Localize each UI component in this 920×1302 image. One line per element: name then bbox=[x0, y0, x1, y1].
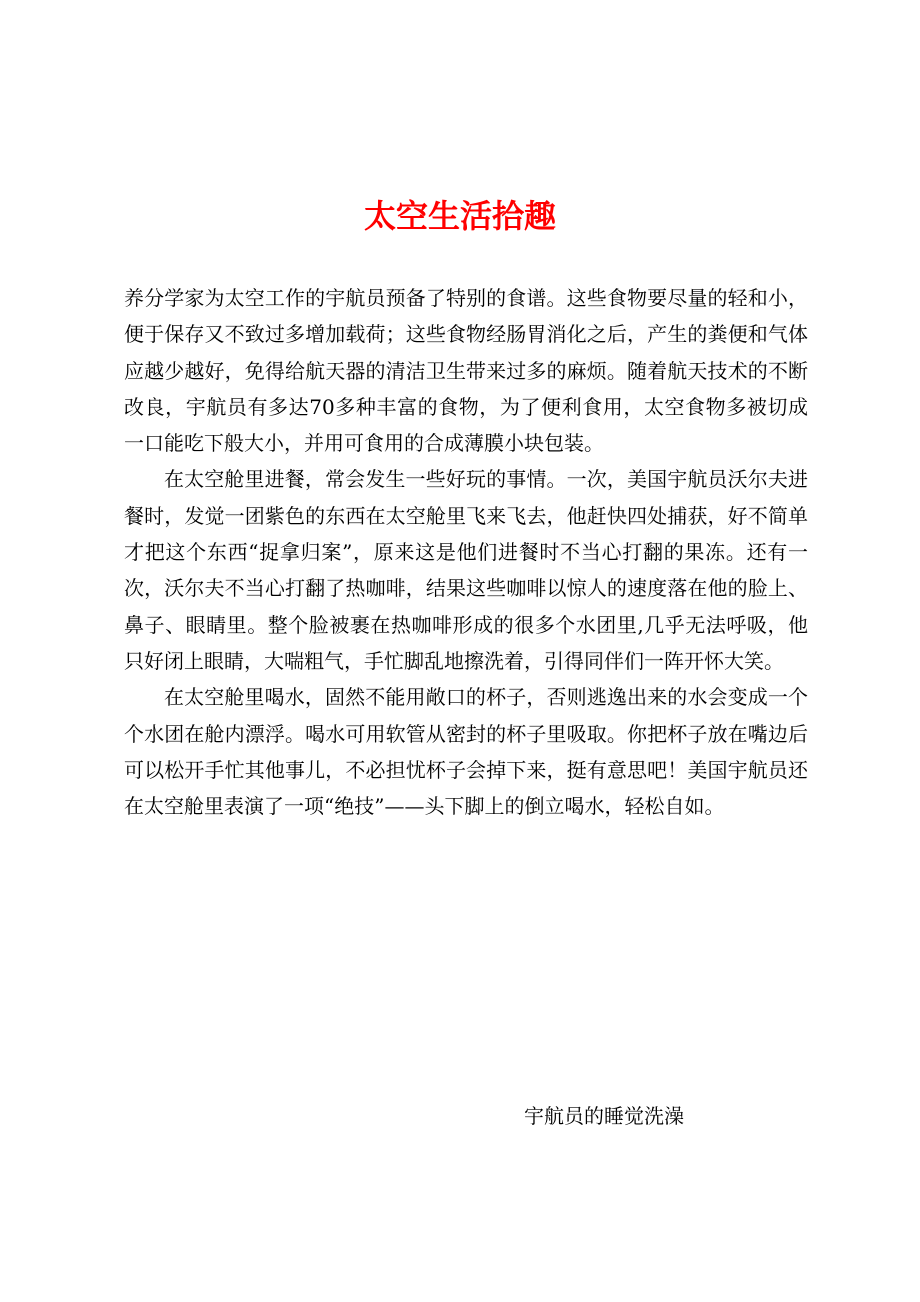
document-title: 太空生活拾趣 bbox=[363, 197, 556, 235]
document-body bbox=[124, 280, 808, 824]
paragraph-food: 养分学家为太空工作的宇航员预备了特别的食谱。这些食物要尽量的轻和小，便于保存又不致过多增加载荷；这些食物经肠胃消化之后，产生的粪便和气体应越少越好，免得给航天器的清洁卫生带来过多的麻烦。随着航天技术的不断改良，宇航员有多达70多种丰富的食物，为了便利食用，太空食物多被切成一口能吃下般大小，并用可食用的合成薄膜小块包装。 bbox=[124, 286, 808, 456]
paragraph-dining: 在太空舱里进餐，常会发生一些好玩的事情。一次，美国宇航员沃尔夫进餐时，发觉一团紫色的东西在太空舱里飞来飞去，他赶快四处捕获，好不简单才把这个东西“捉拿归案”，原来这是他们进餐时不当心打翻的果冻。还有一次，沃尔夫不当心打翻了热咖啡，结果这些咖啡以惊人的速度落在他的脸上、鼻子、眼睛里。整个脸被裹在热咖啡形成的很多个水团里,几乎无法呼吸，他只好闭上眼睛，大喘粗气，手忙脚乱地擦洗着，引得同伴们一阵开怀大笑。 bbox=[124, 467, 808, 673]
section-subheading: 宇航员的睡觉洗澡 bbox=[524, 1104, 684, 1128]
paragraph-drinking: 在太空舱里喝水，固然不能用敞口的杯子，否则逃逸出来的水会变成一个个水团在舱内漂浮。喝水可用软管从密封的杯子里吸取。你把杯子放在嘴边后可以松开手忙其他事儿，不必担忧杯子会掉下来，挺有意思吧！美国宇航员还在太空舱里表演了一项“绝技”——头下脚上的倒立喝水，轻松自如。 bbox=[124, 685, 808, 819]
